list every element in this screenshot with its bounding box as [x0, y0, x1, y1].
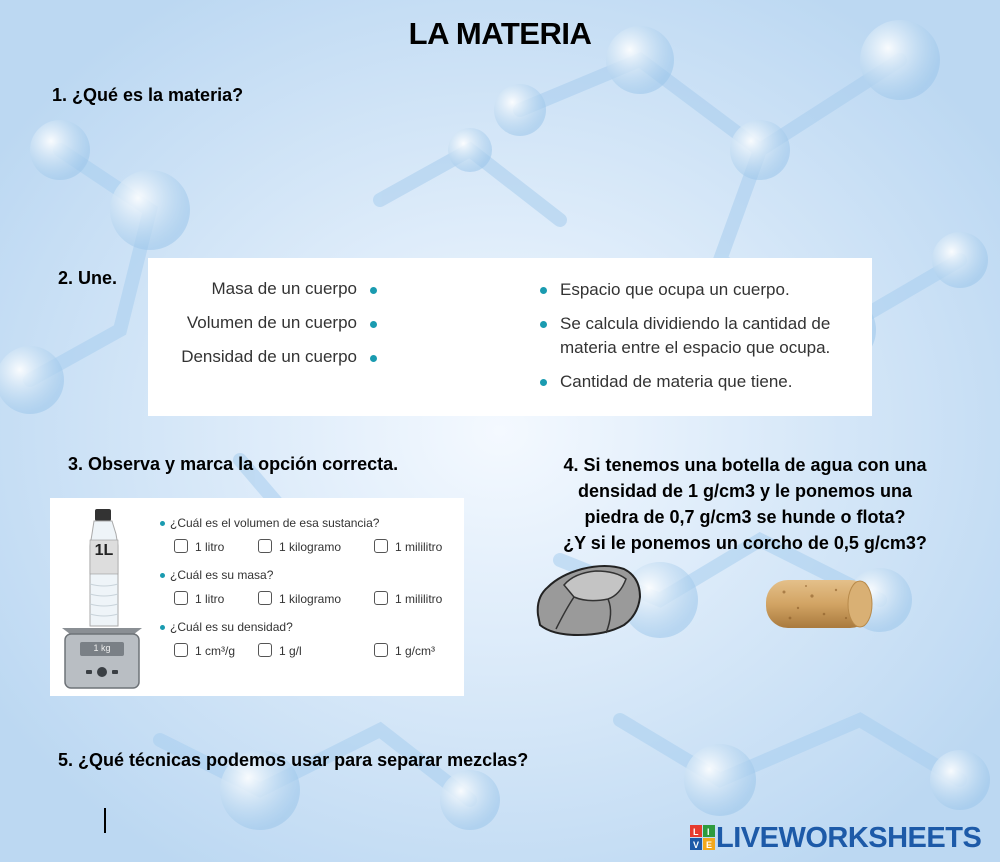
question-5: 5. ¿Qué técnicas podemos usar para separar mezclas?	[58, 750, 529, 770]
page-title: LA MATERIA	[408, 16, 592, 51]
quiz-option: 1 mililitro	[395, 540, 443, 554]
question-4-line: densidad de 1 g/cm3 y le ponemos una	[577, 481, 913, 501]
quiz-checkbox[interactable]	[174, 591, 188, 605]
bottle-label: 1L	[94, 542, 114, 559]
quiz-checkbox[interactable]	[258, 591, 272, 605]
quiz-bullet	[160, 625, 165, 630]
liveworksheets-logo	[690, 822, 981, 854]
text-cursor	[104, 808, 106, 833]
match-right-dot[interactable]	[540, 287, 547, 294]
quiz-option: 1 kilogramo	[279, 592, 342, 606]
match-left-dot[interactable]	[370, 287, 377, 294]
question-4-line: piedra de 0,7 g/cm3 se hunde o flota?	[584, 507, 906, 527]
scale-display: 1 kg	[93, 643, 111, 653]
logo-text[interactable]: LIVEWORKSHEETS	[716, 821, 982, 854]
quiz-bullet	[160, 521, 165, 526]
quiz-checkbox[interactable]	[374, 539, 388, 553]
quiz-option: 1 mililitro	[395, 592, 443, 606]
quiz-question: ¿Cuál es su densidad?	[170, 620, 293, 634]
quiz-checkbox[interactable]	[174, 539, 188, 553]
logo-mark-letter: V	[693, 840, 700, 850]
live-logo-mark	[690, 825, 716, 851]
logo-mark-letter: L	[693, 827, 699, 837]
quiz-option: 1 kilogramo	[279, 540, 342, 554]
match-right-item: Cantidad de materia que tiene.	[560, 372, 793, 391]
match-left-dot[interactable]	[370, 355, 377, 362]
question-4-line: ¿Y si le ponemos un corcho de 0,5 g/cm3?	[563, 533, 927, 553]
quiz-option: 1 cm³/g	[195, 644, 236, 658]
quiz-option: 1 g/l	[279, 644, 302, 658]
quiz-option: 1 litro	[195, 592, 225, 606]
question-4	[540, 452, 950, 556]
bottle-scale-illustration	[56, 506, 152, 692]
quiz-checkbox[interactable]	[374, 591, 388, 605]
quiz-bullet	[160, 573, 165, 578]
logo-mark-letter: I	[707, 827, 710, 837]
question-4-line: 4. Si tenemos una botella de agua con una	[563, 455, 927, 475]
match-left-item: Masa de un cuerpo	[211, 279, 357, 298]
quiz-checkbox[interactable]	[258, 539, 272, 553]
match-right-dot[interactable]	[540, 321, 547, 328]
match-right-item: Espacio que ocupa un cuerpo.	[560, 280, 790, 299]
cork-image	[764, 578, 876, 630]
question-3: 3. Observa y marca la opción correcta.	[68, 454, 399, 474]
match-right-dot[interactable]	[540, 379, 547, 386]
quiz-checkbox[interactable]	[374, 643, 388, 657]
quiz-checkbox[interactable]	[174, 643, 188, 657]
quiz-checkbox[interactable]	[258, 643, 272, 657]
match-left-item: Densidad de un cuerpo	[181, 347, 357, 366]
question-1: 1. ¿Qué es la materia?	[52, 85, 244, 105]
quiz-question: ¿Cuál es su masa?	[170, 568, 274, 582]
quiz-question: ¿Cuál es el volumen de esa sustancia?	[170, 516, 380, 530]
match-right-item: Se calcula dividiendo la cantidad de materia entre el espacio que ocupa.	[560, 314, 831, 357]
quiz-option: 1 g/cm³	[395, 644, 436, 658]
quiz-option: 1 litro	[195, 540, 225, 554]
match-panel	[148, 258, 872, 416]
logo-mark-letter: E	[706, 840, 713, 850]
quiz-panel	[50, 498, 464, 696]
match-left-dot[interactable]	[370, 321, 377, 328]
match-left-item: Volumen de un cuerpo	[186, 313, 357, 332]
stone-image	[534, 563, 644, 637]
question-2: 2. Une.	[58, 268, 118, 288]
